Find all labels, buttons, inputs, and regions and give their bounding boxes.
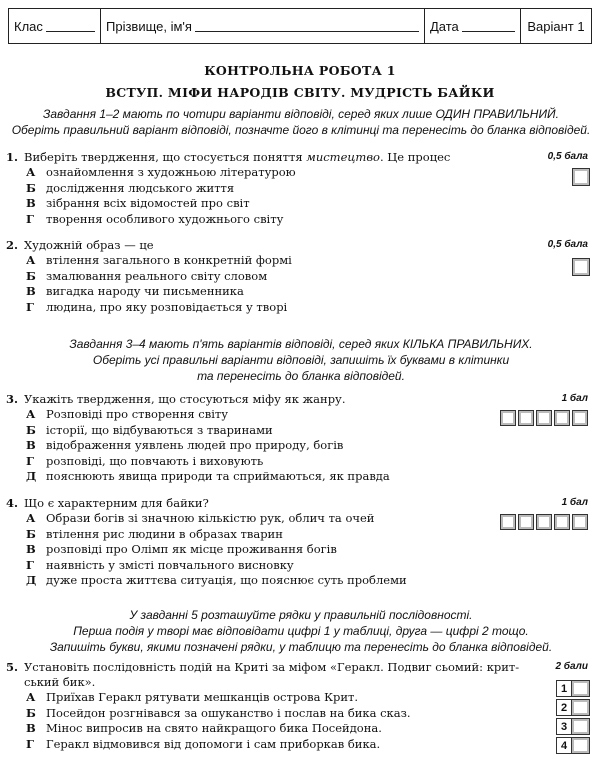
- question-text-continued: ський бик».: [24, 675, 96, 689]
- question-3: [6, 392, 594, 485]
- class-field[interactable]: [9, 9, 101, 43]
- option-c: В відображення уявлень людей про природу, богів: [26, 438, 344, 453]
- sequence-row: [556, 718, 590, 735]
- answer-cell[interactable]: [500, 410, 516, 426]
- question-points: 1 бал: [561, 497, 588, 508]
- question-4: [6, 496, 594, 589]
- question-points: 1 бал: [561, 393, 588, 404]
- question-points: 0,5 бала: [547, 151, 588, 162]
- answer-cell[interactable]: [572, 514, 588, 530]
- answer-box-q2[interactable]: [572, 258, 590, 276]
- option-b: Б змалювання реального світу словом: [26, 268, 268, 283]
- question-number: 2.: [6, 238, 19, 252]
- answer-cells-q3: [500, 410, 590, 426]
- option-b: Б Посейдон розгнівався за ошуканство і послав на бика сказ.: [26, 705, 411, 720]
- sequence-row: [556, 680, 590, 697]
- question-text: Установіть послідовність подій на Криті за міфом «Геракл. Подвиг сьомий: крит-: [24, 660, 520, 674]
- option-c: В зібрання всіх відомостей про світ: [26, 196, 250, 211]
- date-line: [462, 20, 515, 32]
- question-text: Укажіть твердження, що стосуються міфу як жанру.: [24, 392, 346, 406]
- option-d: Г людина, про яку розповідається у творі: [26, 299, 288, 314]
- question-text: Що є характерним для байки?: [24, 496, 209, 510]
- option-a: А втілення загального в конкретній формі: [26, 253, 292, 267]
- option-a: А Образи богів зі значною кількістю рук, облич та очей: [26, 511, 375, 525]
- question-text: Виберіть твердження, що стосується поняття мистецтво. Це процес: [24, 150, 451, 164]
- instruction-line: Запишіть букви, якими позначені рядки, у таблицю та перенесіть до бланка відповідей.: [49, 640, 553, 654]
- question-points: 2 бали: [555, 661, 588, 672]
- class-line: [46, 20, 95, 32]
- question-points: 0,5 бала: [547, 239, 588, 250]
- option-e: Д дуже проста життєва ситуація, що пояснює суть проблеми: [26, 573, 407, 588]
- answer-cell[interactable]: [500, 514, 516, 530]
- option-b: Б втілення рис людини в образах тварин: [26, 526, 283, 541]
- instructions-sequence: [10, 607, 592, 655]
- sequence-number: 1: [556, 680, 572, 697]
- instruction-line: та перенесіть до бланка відповідей.: [197, 369, 405, 383]
- page-subtitle: ВСТУП. МІФИ НАРОДІВ СВІТУ. МУДРІСТЬ БАЙКИ: [105, 85, 495, 100]
- answer-cell[interactable]: [536, 514, 552, 530]
- sequence-number: 4: [556, 737, 572, 754]
- answer-cell[interactable]: [554, 410, 570, 426]
- question-text: Художній образ — це: [24, 238, 154, 252]
- option-d: Г Геракл відмовився від допомоги і сам приборкав бика.: [26, 736, 381, 751]
- name-line: [195, 20, 419, 32]
- sequence-cell[interactable]: [572, 680, 590, 697]
- header-bar: [8, 8, 592, 44]
- sequence-cell[interactable]: [572, 718, 590, 735]
- question-5: [6, 660, 594, 752]
- option-e: Д пояснюють явища природи та сприймаються, як правда: [26, 469, 390, 484]
- date-label: Дата: [430, 18, 459, 34]
- option-c: В Мінос випросив на свято найкращого бика Посейдона.: [26, 721, 382, 736]
- option-b: Б історії, що відбуваються з тваринами: [26, 422, 273, 437]
- instruction-line: Оберіть правильний варіант відповіді, позначте його в клітинці та перенесіть до бланка відповідей.: [11, 123, 591, 137]
- page-title: КОНТРОЛЬНА РОБОТА 1: [204, 63, 396, 78]
- sequence-table: [556, 680, 590, 756]
- instruction-line: У завданні 5 розташуйте рядки у правильній послідовності.: [129, 608, 473, 622]
- instruction-line: Перша подія у творі має відповідати цифрі 1 у таблиці, друга — цифрі 2 тощо.: [73, 624, 529, 638]
- answer-box-q1[interactable]: [572, 168, 590, 186]
- answer-cell[interactable]: [518, 410, 534, 426]
- sequence-cell[interactable]: [572, 699, 590, 716]
- question-2: [6, 238, 594, 315]
- sequence-number: 2: [556, 699, 572, 716]
- name-field[interactable]: [101, 9, 425, 43]
- option-a: А Розповіді про створення світу: [26, 407, 229, 421]
- option-c: В вигадка народу чи письменника: [26, 284, 244, 299]
- class-label: Клас: [14, 18, 43, 34]
- option-a: А Приїхав Геракл рятувати мешканців острова Крит.: [26, 690, 359, 704]
- variant-cell: [521, 9, 591, 43]
- answer-cell[interactable]: [572, 410, 588, 426]
- question-number: 4.: [6, 496, 19, 510]
- instruction-line: Завдання 3–4 мають п'ять варіантів відповіді, серед яких КІЛЬКА ПРАВИЛЬНИХ.: [69, 337, 533, 351]
- answer-cells-q4: [500, 514, 590, 530]
- question-number: 5.: [6, 660, 19, 674]
- sequence-row: [556, 699, 590, 716]
- option-d: Г розповіді, що повчають і виховують: [26, 453, 264, 468]
- sequence-row: [556, 737, 590, 754]
- question-1: [6, 150, 594, 227]
- option-d: Г творення особливого художнього світу: [26, 211, 284, 226]
- name-label: Прізвище, ім'я: [106, 18, 192, 34]
- instructions-one-correct: [10, 106, 592, 138]
- question-number: 1.: [6, 150, 19, 164]
- question-number: 3.: [6, 392, 19, 406]
- answer-cell[interactable]: [536, 410, 552, 426]
- option-a: А ознайомлення з художньою літературою: [26, 165, 296, 179]
- option-c: В розповіді про Олімп як місце проживання богів: [26, 542, 337, 557]
- instructions-several-correct: [10, 336, 592, 384]
- option-d: Г наявність у змісті повчального висновку: [26, 557, 294, 572]
- variant-label: Варіант 1: [527, 18, 585, 34]
- date-field[interactable]: [425, 9, 521, 43]
- option-b: Б дослідження людського життя: [26, 180, 235, 195]
- sequence-number: 3: [556, 718, 572, 735]
- answer-cell[interactable]: [554, 514, 570, 530]
- sequence-cell[interactable]: [572, 737, 590, 754]
- instruction-line: Завдання 1–2 мають по чотири варіанти відповіді, серед яких лише ОДИН ПРАВИЛЬНИЙ.: [43, 107, 559, 121]
- instruction-line: Оберіть усі правильні варіанти відповіді, запишіть їх буквами в клітинки: [92, 353, 510, 367]
- answer-cell[interactable]: [518, 514, 534, 530]
